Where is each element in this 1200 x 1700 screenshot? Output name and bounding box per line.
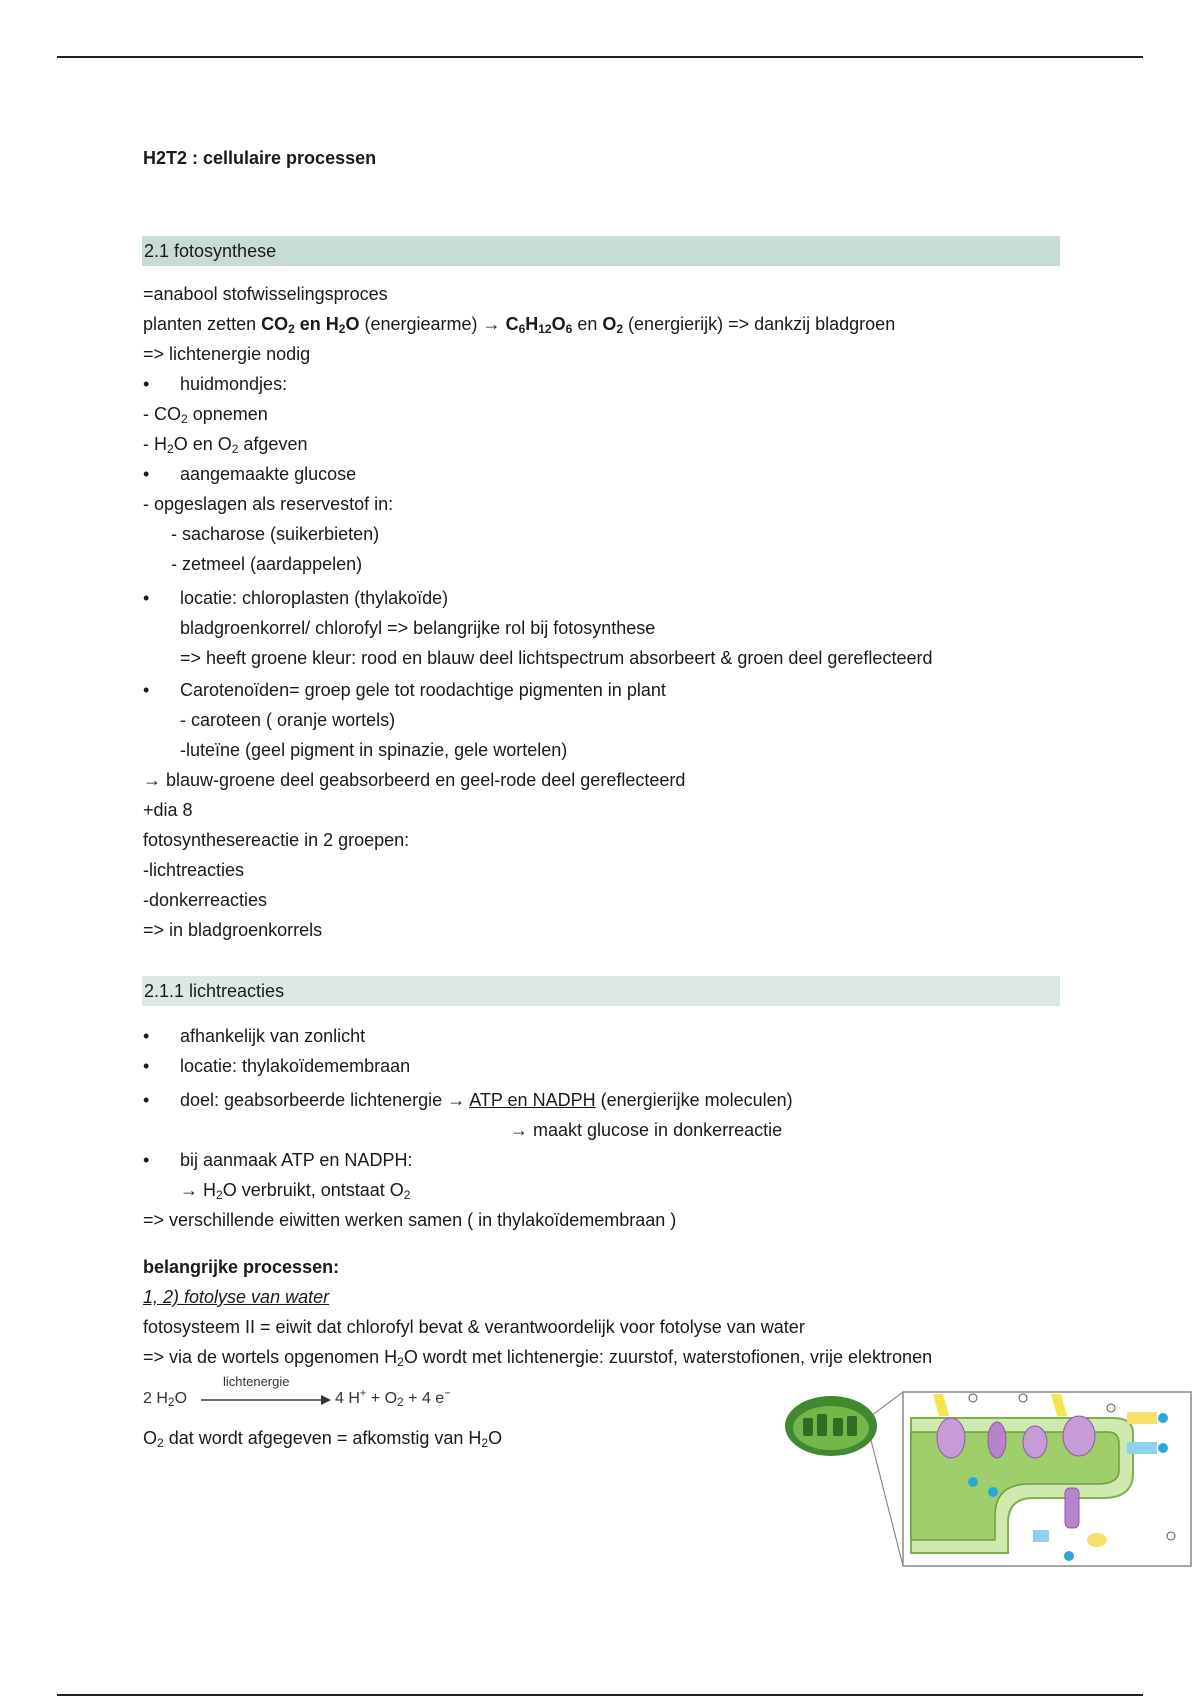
text-line: → $H_2O$ verbruikt, ontstaat $O_2$: [180, 1180, 411, 1202]
text-line: => heeft groene kleur: rood en blauw deel lichtspectrum absorbeert & groen deel gereflecteerd: [180, 648, 933, 668]
footer-rule: [57, 1694, 1143, 1696]
text-line: → maakt glucose in donkerreactie: [510, 1120, 783, 1140]
section-heading-2-1: 2.1 fotosynthese: [142, 236, 1060, 266]
text-line: -lichtreacties: [143, 860, 245, 880]
chloroplast-illustration: [785, 1396, 877, 1456]
equation-arrow-label: lichtenergie: [223, 1374, 290, 1389]
text-line: $O_2$ dat wordt afgegeven = afkomstig van $H_2O$: [143, 1428, 503, 1450]
text-line: => lichtenergie nodig: [143, 344, 311, 364]
text-line: => in bladgroenkorrels: [143, 920, 323, 940]
subheading-item: 1, 2) fotolyse van water: [143, 1287, 330, 1307]
text-line: planten zetten $CO_2$ en $H_2O$ (energiearme) → $C_6H_{12}O_6$ en $O_2$ (energierijk) => dankzij bladgroen: [143, 314, 896, 336]
text-line: => via de wortels opgenomen $H_2O$ wordt met lichtenergie: zuurstof, waterstofionen, vrije elektronen: [143, 1347, 933, 1369]
subheading: belangrijke processen:: [143, 1257, 340, 1277]
text-line: - caroteen ( oranje wortels): [180, 710, 396, 730]
text-line: - opgeslagen als reservestof in:: [143, 494, 394, 514]
text-line: -donkerreacties: [143, 890, 268, 910]
text-line: - zetmeel (aardappelen): [171, 554, 363, 574]
text-line: - $CO_2$ opnemen: [143, 404, 268, 426]
text-line: - sacharose (suikerbieten): [171, 524, 380, 544]
section-heading-2-1-1: 2.1.1 lichtreacties: [142, 976, 1060, 1006]
text-line: -luteïne (geel pigment in spinazie, gele wortelen): [180, 740, 568, 760]
text-line: =anabool stofwisselingsproces: [143, 284, 388, 304]
text-line: fotosysteem II = eiwit dat chlorofyl bevat & verantwoordelijk voor fotolyse van water: [143, 1317, 805, 1337]
text-line: → blauw-groene deel geabsorbeerd en geel-rode deel gereflecteerd: [143, 770, 686, 790]
text-line: fotosynthesereactie in 2 groepen:: [143, 830, 410, 850]
document-title: H2T2 : cellulaire processen: [143, 148, 377, 168]
text-line: +dia 8: [143, 800, 193, 820]
text-line: - $H_2O$ en $O_2$ afgeven: [143, 434, 308, 456]
reaction-arrow-icon: [201, 1394, 331, 1406]
text-line: bladgroenkorrel/ chlorofyl => belangrijke rol bij fotosynthese: [180, 618, 656, 638]
text-line: => verschillende eiwitten werken samen ( in thylakoïdemembraan ): [143, 1210, 677, 1230]
header-rule: [57, 56, 1143, 58]
thylakoid-membrane-figure: [783, 1388, 1200, 1570]
